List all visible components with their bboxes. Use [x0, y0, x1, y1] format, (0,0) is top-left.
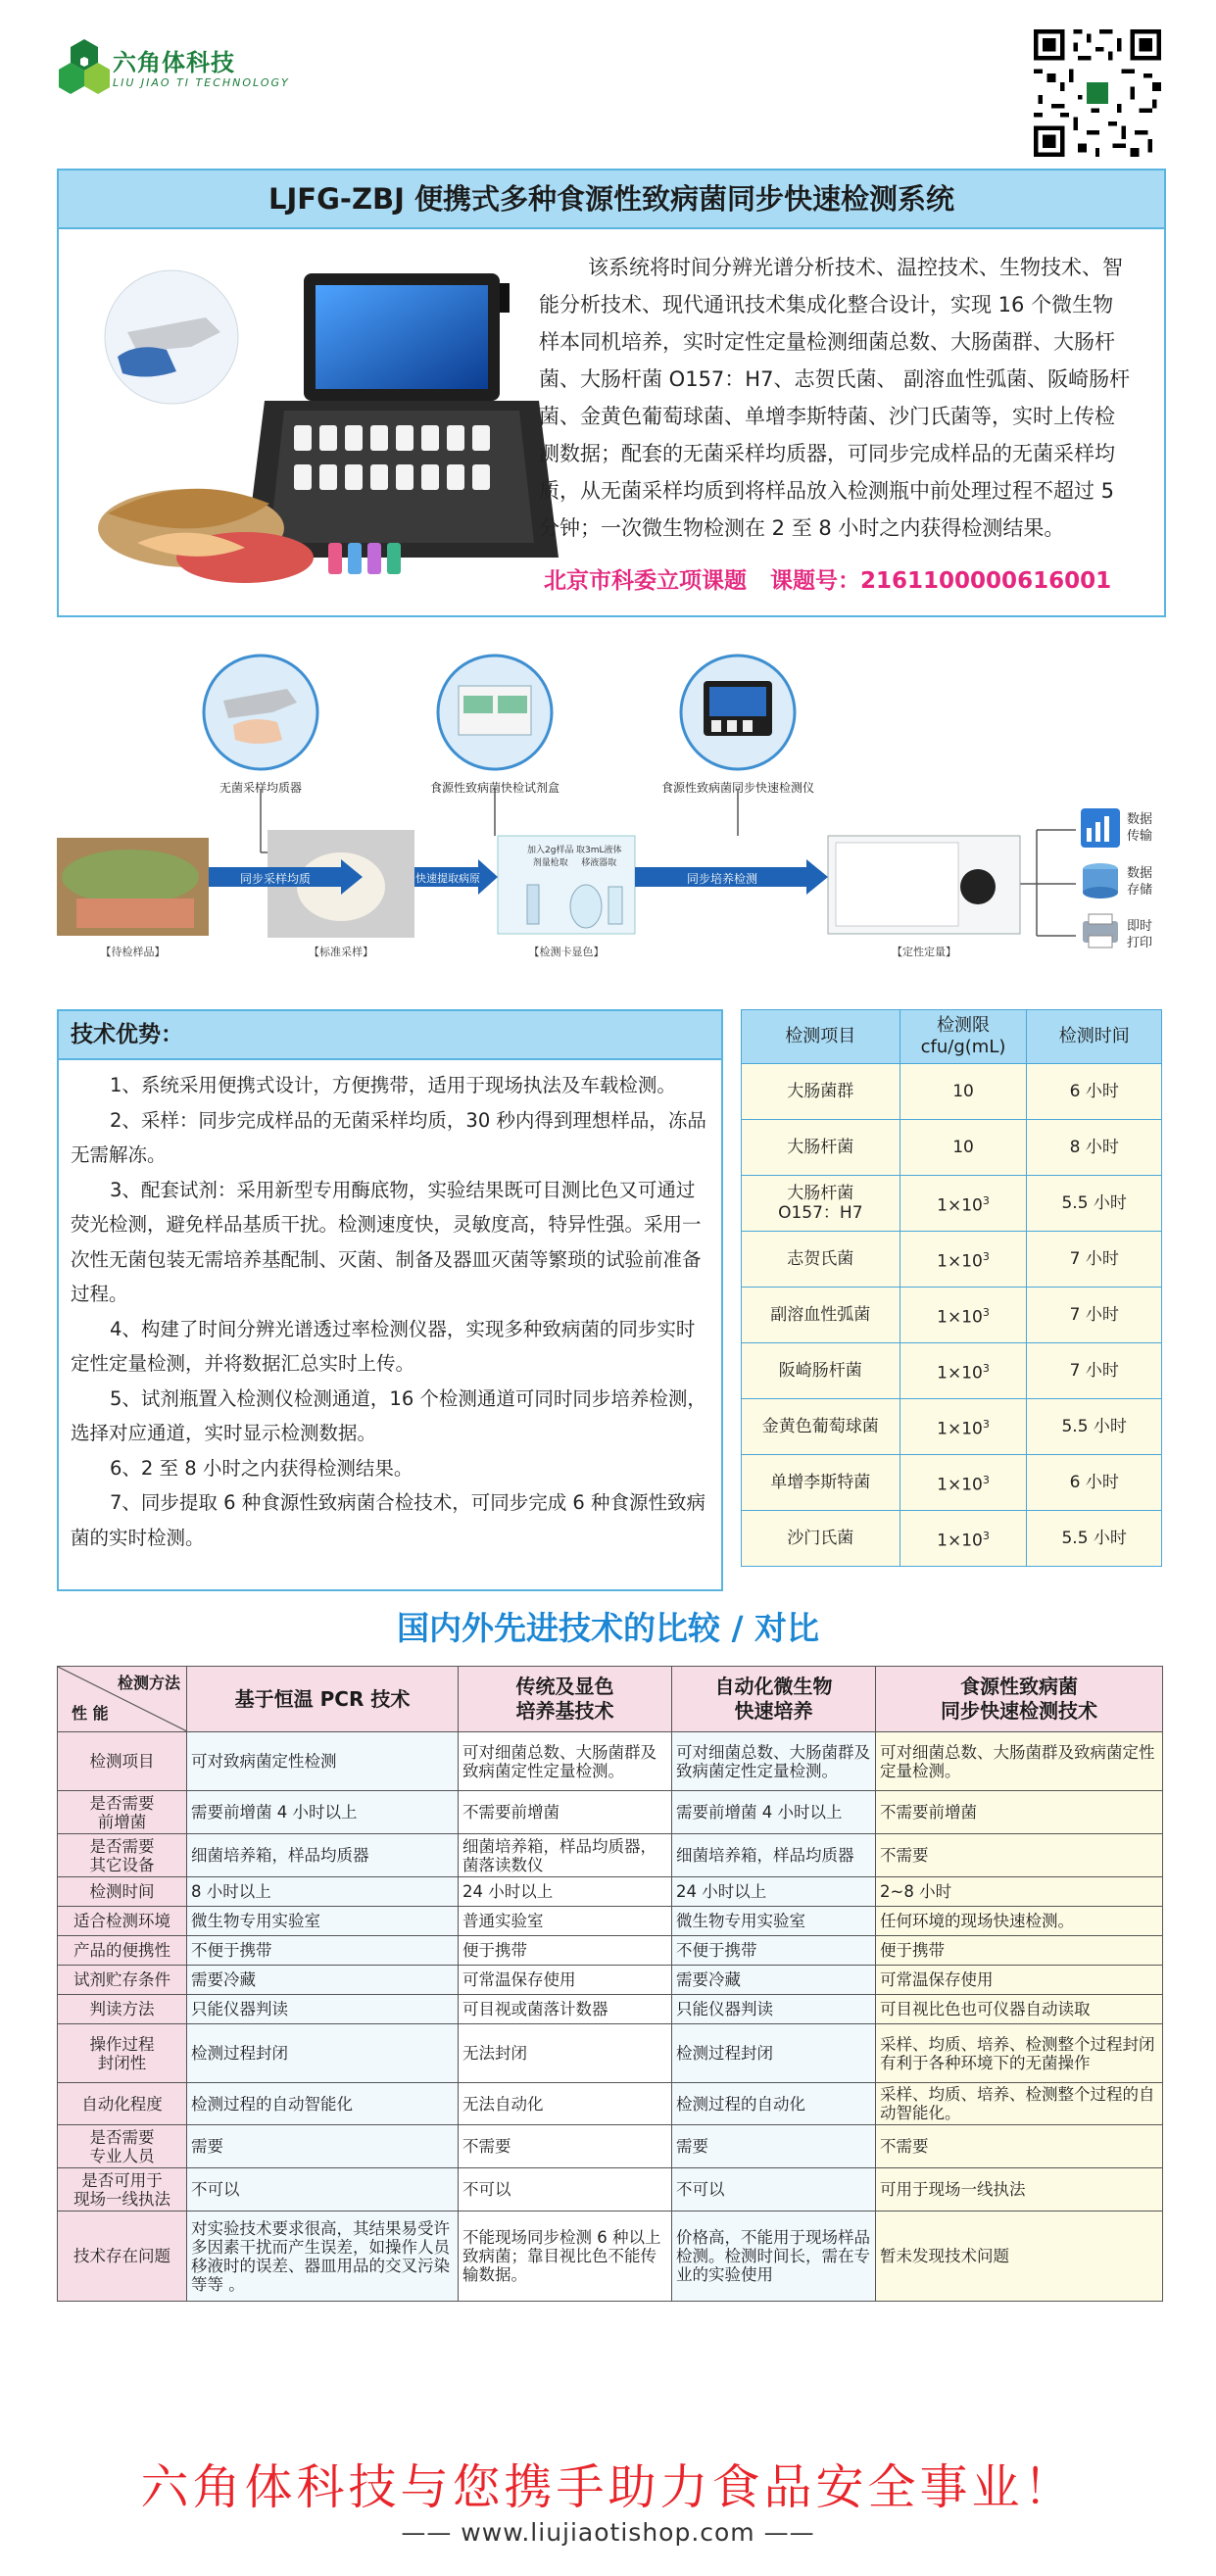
- comparison-cell: 不可以: [187, 2168, 459, 2211]
- comparison-row: [58, 2125, 1163, 2168]
- comparison-cell: 可常温保存使用: [876, 1966, 1163, 1995]
- detection-item: 大肠杆菌: [742, 1120, 900, 1176]
- comparison-cell: 可对致病菌定性检测: [187, 1732, 459, 1791]
- step-label-qualitative: 【定性定量】: [892, 946, 956, 958]
- comparison-cell: 不需要: [876, 1834, 1163, 1877]
- detection-time: 8 小时: [1027, 1120, 1162, 1176]
- header-time: 检测时间: [1027, 1010, 1162, 1064]
- corner-method-label: 检测方法: [117, 1674, 180, 1692]
- vial-note-1: 加入2g样品 剂量枪取: [527, 846, 574, 868]
- comparison-title: 国内外先进技术的比较 / 对比: [396, 1609, 820, 1647]
- comparison-row: [58, 1936, 1163, 1966]
- comparison-cell: 可对细菌总数、大肠菌群及致病菌定性定量检测。: [459, 1732, 672, 1791]
- column-sync-detection: 食源性致病菌 同步快速检测技术: [876, 1667, 1163, 1732]
- vial-note-2: 取3mL液体 移液器取: [576, 846, 622, 868]
- footer-website[interactable]: —— www.liujiaotishop.com ——: [401, 2518, 815, 2547]
- header-item: 检测项目: [742, 1010, 900, 1064]
- comparison-cell: 对实验技术要求很高，其结果易受许多因素干扰而产生误差，如操作人员移液时的误差、器皿用品的交叉污染等等 。: [187, 2211, 459, 2302]
- comparison-cell: 可目视或菌落计数器: [459, 1995, 672, 2024]
- comparison-cell: 需要前增菌 4 小时以上: [187, 1791, 459, 1834]
- step-label-standard-sampling: 【标准采样】: [309, 946, 373, 958]
- comparison-cell: 不需要前增菌: [459, 1791, 672, 1834]
- tech-advantages-panel: [57, 1009, 723, 1591]
- company-logo: [59, 37, 290, 116]
- detection-time: 7 小时: [1027, 1232, 1162, 1288]
- comparison-cell: 可用于现场一线执法: [876, 2168, 1163, 2211]
- workflow-graphic: [57, 642, 1162, 990]
- detection-time: 6 小时: [1027, 1064, 1162, 1120]
- comparison-cell: 不便于携带: [187, 1936, 459, 1966]
- comparison-cell: 可对细菌总数、大肠菌群及致病菌定性定量检测。: [672, 1732, 876, 1791]
- detection-limit: $1\times 10^3$: [900, 1399, 1027, 1455]
- comparison-cell: 需要前增菌 4 小时以上: [672, 1791, 876, 1834]
- detection-row: [742, 1232, 1162, 1288]
- detection-row: [742, 1455, 1162, 1511]
- comparison-row-label: 试剂贮存条件: [58, 1966, 187, 1995]
- comparison-cell: 暂未发现技术问题: [876, 2211, 1163, 2302]
- comparison-cell: 可对细菌总数、大肠菌群及致病菌定性定量检测。: [876, 1732, 1163, 1791]
- corner-performance-label: 性 能: [72, 1704, 109, 1723]
- comparison-row-label: 适合检测环境: [58, 1907, 187, 1936]
- comparison-cell: 8 小时以上: [187, 1877, 459, 1907]
- comparison-row: [58, 2024, 1163, 2083]
- comparison-cell: 需要: [187, 2125, 459, 2168]
- output-data-storage: 数据 存储: [1127, 866, 1153, 898]
- comparison-cell: 细菌培养箱，样品均质器，菌落读数仪: [459, 1834, 672, 1877]
- comparison-cell: 微生物专用实验室: [672, 1907, 876, 1936]
- arrow-label-sampling: 同步采样均质: [239, 872, 311, 886]
- comparison-cell: 只能仪器判读: [672, 1995, 876, 2024]
- comparison-row-label: 产品的便携性: [58, 1936, 187, 1966]
- workflow-diagram: [57, 642, 1162, 990]
- advantage-item: 1、系统采用便携式设计，方便携带，适用于现场执法及车载检测。: [110, 1074, 676, 1096]
- step-label-color-card: 【检测卡显色】: [528, 946, 605, 958]
- header-limit: 检测限 cfu/g(mL): [900, 1010, 1027, 1064]
- comparison-cell: 普通实验室: [459, 1907, 672, 1936]
- comparison-row-label: 判读方法: [58, 1995, 187, 2024]
- project-info: [544, 562, 1111, 595]
- advantage-item: 5、试剂瓶置入检测仪检测通道，16 个检测通道可同时同步培养检测，选择对应通道，实时显示检测数据。: [71, 1386, 706, 1444]
- comparison-row-label: 操作过程 封闭性: [58, 2024, 187, 2083]
- comparison-row: [58, 1834, 1163, 1877]
- comparison-row: [58, 1907, 1163, 1936]
- advantage-item: 6、2 至 8 小时之内获得检测结果。: [110, 1456, 413, 1480]
- advantage-item: 3、配套试剂：采用新型专用酶底物，实验结果既可目测比色又可通过荧光检测，避免样品基质干扰。检测速度快，灵敏度高，特异性强。采用一次性无菌包装无需培养基配制、灭菌、制备及器皿灭菌等繁琐的试验前准备过程。: [71, 1178, 702, 1305]
- detection-table: [741, 1009, 1162, 1567]
- comparison-cell: 可常温保存使用: [459, 1966, 672, 1995]
- comparison-table: [57, 1666, 1163, 2302]
- logo-text: 六角体科技: [113, 49, 235, 76]
- comparison-cell: 检测过程封闭: [187, 2024, 459, 2083]
- comparison-cell: 需要: [672, 2125, 876, 2168]
- comparison-row: [58, 1995, 1163, 2024]
- advantage-item: 2、采样：同步完成样品的无菌采样均质，30 秒内得到理想样品，冻品无需解冻。: [71, 1108, 706, 1166]
- detection-time: 5.5 小时: [1027, 1176, 1162, 1232]
- comparison-row-label: 是否需要 其它设备: [58, 1834, 187, 1877]
- comparison-cell: 价格高，不能用于现场样品检测。检测时间长，需在专业的实验使用: [672, 2211, 876, 2302]
- comparison-cell: 细菌培养箱，样品均质器: [187, 1834, 459, 1877]
- detection-limit: $1\times 10^3$: [900, 1511, 1027, 1567]
- detection-limit: $1\times 10^3$: [900, 1176, 1027, 1232]
- product-card: [57, 169, 1166, 617]
- detection-time: 6 小时: [1027, 1455, 1162, 1511]
- comparison-cell: 不可以: [459, 2168, 672, 2211]
- footer-slogan: 六角体科技与您携手助力食品安全事业！: [140, 2459, 1076, 2515]
- comparison-cell: 需要冷藏: [187, 1966, 459, 1995]
- arrow-label-culture: 同步培养检测: [686, 872, 757, 886]
- detection-item: 大肠杆菌 O157：H7: [742, 1176, 900, 1232]
- corner-cell: [58, 1667, 187, 1732]
- comparison-cell: 检测过程的自动化: [672, 2083, 876, 2125]
- detection-limit: 10: [900, 1064, 1027, 1120]
- comparison-cell: 需要冷藏: [672, 1966, 876, 1995]
- detection-item: 单增李斯特菌: [742, 1455, 900, 1511]
- detection-time: 7 小时: [1027, 1343, 1162, 1399]
- detection-item: 大肠菌群: [742, 1064, 900, 1120]
- qr-code: [1034, 29, 1161, 157]
- circle-label-detector: 食源性致病菌同步快速检测仪: [660, 781, 814, 795]
- detection-row: [742, 1343, 1162, 1399]
- detection-time: 5.5 小时: [1027, 1399, 1162, 1455]
- logo-subtitle: LIU JIAO TI TECHNOLOGY: [113, 76, 290, 89]
- detection-row: [742, 1120, 1162, 1176]
- arrow-label-extract: 快速提取病原: [415, 872, 480, 885]
- project-label: 北京市科委立项课题: [544, 568, 747, 594]
- comparison-cell: 无法封闭: [459, 2024, 672, 2083]
- comparison-row: [58, 1791, 1163, 1834]
- comparison-cell: 无法自动化: [459, 2083, 672, 2125]
- comparison-row-label: 是否需要 专业人员: [58, 2125, 187, 2168]
- detection-row: [742, 1288, 1162, 1343]
- comparison-cell: 采样、均质、培养、检测整个过程的自动智能化。: [876, 2083, 1163, 2125]
- comparison-row-label: 技术存在问题: [58, 2211, 187, 2302]
- comparison-cell: 细菌培养箱，样品均质器: [672, 1834, 876, 1877]
- circle-label-reagent-kit: 食源性致病菌快检试剂盒: [429, 781, 559, 795]
- advantage-item: 7、同步提取 6 种食源性致病菌合检技术，可同步完成 6 种食源性致病菌的实时检测。: [71, 1491, 706, 1549]
- detection-item: 沙门氏菌: [742, 1511, 900, 1567]
- product-description: 该系统将时间分辨光谱分析技术、温控技术、生物技术、智能分析技术、现代通讯技术集成化整合设计，实现 16 个微生物样本同机培养，实时定性定量检测细菌总数、大肠菌群、大肠杆菌、大肠杆菌 O157：H7、志贺氏菌、 副溶血性弧菌、阪崎肠杆菌、金黄色葡萄球菌、单增李斯特菌、沙门氏菌等，实时上传检测数据；配套的无菌采样均质器，可同步完成样品的无菌采样均质，从无菌采样均质到将样品放入检测瓶中前处理过程不超过 5 分钟；一次微生物检测在 2 至 8 小时之内获得检测结果。: [539, 256, 1131, 540]
- hexagon-logo-icon: [59, 37, 110, 106]
- detection-limit: $1\times 10^3$: [900, 1343, 1027, 1399]
- comparison-header-row: [58, 1667, 1163, 1732]
- comparison-row: [58, 1732, 1163, 1791]
- comparison-cell: 不便于携带: [672, 1936, 876, 1966]
- column-pcr: 基于恒温 PCR 技术: [187, 1667, 459, 1732]
- column-traditional: 传统及显色 培养基技术: [459, 1667, 672, 1732]
- detection-item: 副溶血性弧菌: [742, 1288, 900, 1343]
- comparison-row-label: 是否可用于 现场一线执法: [58, 2168, 187, 2211]
- detection-time: 7 小时: [1027, 1288, 1162, 1343]
- comparison-row-label: 检测项目: [58, 1732, 187, 1791]
- comparison-row-label: 检测时间: [58, 1877, 187, 1907]
- column-automated: 自动化微生物 快速培养: [672, 1667, 876, 1732]
- step-label-sample: 【待检样品】: [100, 946, 166, 958]
- comparison-row: [58, 2168, 1163, 2211]
- comparison-cell: 微生物专用实验室: [187, 1907, 459, 1936]
- product-title: LJFG-ZBJ 便携式多种食源性致病菌同步快速检测系统: [59, 170, 1164, 229]
- comparison-cell: 便于携带: [459, 1936, 672, 1966]
- comparison-row-label: 是否需要 前增菌: [58, 1791, 187, 1834]
- detection-limit: $1\times 10^3$: [900, 1288, 1027, 1343]
- comparison-row: [58, 1966, 1163, 1995]
- detection-row: [742, 1176, 1162, 1232]
- detection-time: 5.5 小时: [1027, 1511, 1162, 1567]
- comparison-cell: 检测过程封闭: [672, 2024, 876, 2083]
- comparison-cell: 便于携带: [876, 1936, 1163, 1966]
- comparison-row-label: 自动化程度: [58, 2083, 187, 2125]
- output-data-transmission: 数据 传输: [1127, 812, 1153, 844]
- comparison-cell: 2~8 小时: [876, 1877, 1163, 1907]
- comparison-cell: 采样、均质、培养、检测整个过程封闭有利于各种环境下的无菌操作: [876, 2024, 1163, 2083]
- comparison-cell: 只能仪器判读: [187, 1995, 459, 2024]
- detection-limit: $1\times 10^3$: [900, 1232, 1027, 1288]
- comparison-cell: 可目视比色也可仪器自动读取: [876, 1995, 1163, 2024]
- product-image: [98, 264, 559, 587]
- detection-item: 金黄色葡萄球菌: [742, 1399, 900, 1455]
- advantage-item: 4、构建了时间分辨光谱透过率检测仪器，实现多种致病菌的同步实时定性定量检测，并将数据汇总实时上传。: [71, 1317, 696, 1375]
- detection-row: [742, 1064, 1162, 1120]
- detection-limit: 10: [900, 1120, 1027, 1176]
- circle-label-homogenizer: 无菌采样均质器: [219, 781, 302, 795]
- output-instant-print: 即时 打印: [1127, 919, 1153, 950]
- comparison-cell: 任何环境的现场快速检测。: [876, 1907, 1163, 1936]
- comparison-row: [58, 2211, 1163, 2302]
- project-number-label: 课题号：: [770, 568, 861, 594]
- comparison-cell: 检测过程的自动智能化: [187, 2083, 459, 2125]
- comparison-cell: 不需要前增菌: [876, 1791, 1163, 1834]
- detection-header-row: [742, 1010, 1162, 1064]
- comparison-cell: 24 小时以上: [672, 1877, 876, 1907]
- advantages-title: 技术优势：: [59, 1011, 721, 1060]
- comparison-cell: 不需要: [876, 2125, 1163, 2168]
- comparison-cell: 不能现场同步检测 6 种以上致病菌；靠目视比色不能传输数据。: [459, 2211, 672, 2302]
- comparison-cell: 24 小时以上: [459, 1877, 672, 1907]
- comparison-cell: 不需要: [459, 2125, 672, 2168]
- comparison-row: [58, 1877, 1163, 1907]
- detection-limit: $1\times 10^3$: [900, 1455, 1027, 1511]
- detection-item: 志贺氏菌: [742, 1232, 900, 1288]
- detection-item: 阪崎肠杆菌: [742, 1343, 900, 1399]
- comparison-row: [58, 2083, 1163, 2125]
- detection-row: [742, 1399, 1162, 1455]
- detection-row: [742, 1511, 1162, 1567]
- project-number: 2161100000616001: [860, 568, 1112, 594]
- advantages-list: [59, 1060, 721, 1555]
- comparison-cell: 不可以: [672, 2168, 876, 2211]
